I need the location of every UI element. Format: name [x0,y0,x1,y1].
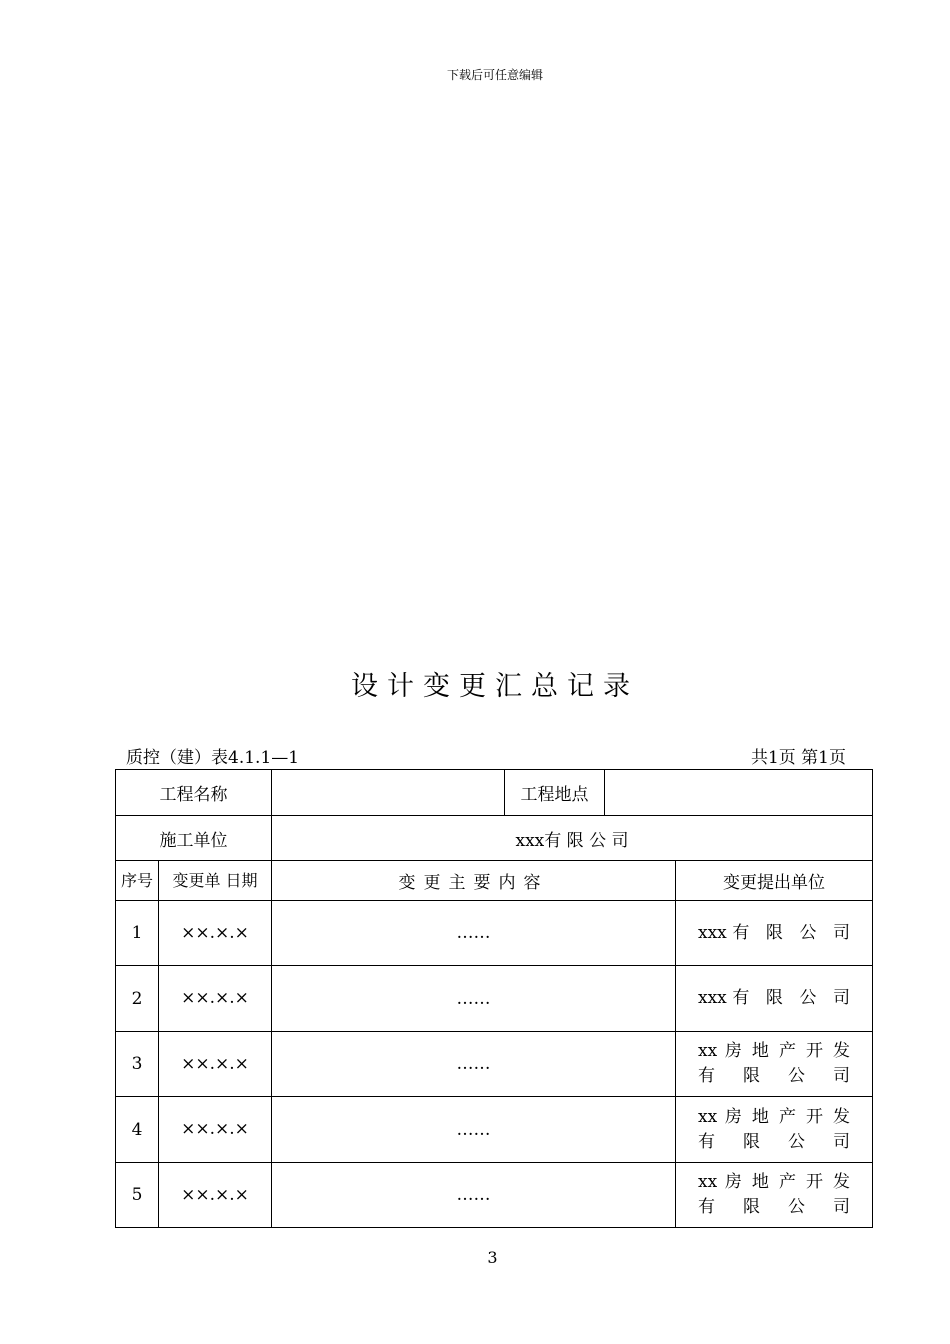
proposer-header: 变更提出单位 [676,861,873,901]
table-row [116,1097,873,1163]
change-content-header: 变更主要内容 [272,861,676,901]
row-date: ××.×.× [159,1032,272,1097]
seq-header: 序号 [116,861,159,901]
change-summary-table [115,769,873,1228]
row-proposer: xx 房 地 产 开 发 有 限 公 司 [676,1032,873,1097]
row-seq: 5 [116,1163,159,1228]
row-date: ××.×.× [159,1097,272,1163]
change-date-header: 变更单 日期 [159,861,272,901]
row-content: …… [272,1163,676,1228]
project-location-value [605,770,873,816]
row-seq: 1 [116,901,159,966]
row-seq: 4 [116,1097,159,1163]
project-location-label: 工程地点 [505,770,605,816]
construction-unit-label: 施工单位 [116,816,272,861]
page-count: 共1页 第1页 [750,748,846,768]
document-title: 设计变更汇总记录 [351,671,639,702]
header-note: 下载后可任意编辑 [446,68,543,82]
form-code: 质控（建）表4.1.1—1 [126,748,300,768]
column-header-row [116,861,873,901]
row-seq: 3 [116,1032,159,1097]
table-row [116,1032,873,1097]
table-row [116,1163,873,1228]
table-row [116,901,873,966]
row-content: …… [272,901,676,966]
row-proposer: xx 房 地 产 开 发 有 限 公 司 [676,1097,873,1163]
row-seq: 2 [116,966,159,1032]
project-name-label: 工程名称 [116,770,272,816]
row-proposer: xx 房 地 产 开 发 有 限 公 司 [676,1163,873,1228]
row-proposer: xxx有 限 公 司 [676,966,873,1032]
table-row [116,966,873,1032]
row-content: …… [272,1097,676,1163]
page-number: 3 [487,1248,498,1267]
row-proposer: xxx有 限 公 司 [676,901,873,966]
row-date: ××.×.× [159,966,272,1032]
row-date: ××.×.× [159,901,272,966]
construction-unit-value: xxx有 限 公 司 [272,816,873,861]
row-content: …… [272,1032,676,1097]
project-info-row [116,770,873,816]
construction-unit-row [116,816,873,861]
project-name-value [272,770,505,816]
row-content: …… [272,966,676,1032]
row-date: ××.×.× [159,1163,272,1228]
